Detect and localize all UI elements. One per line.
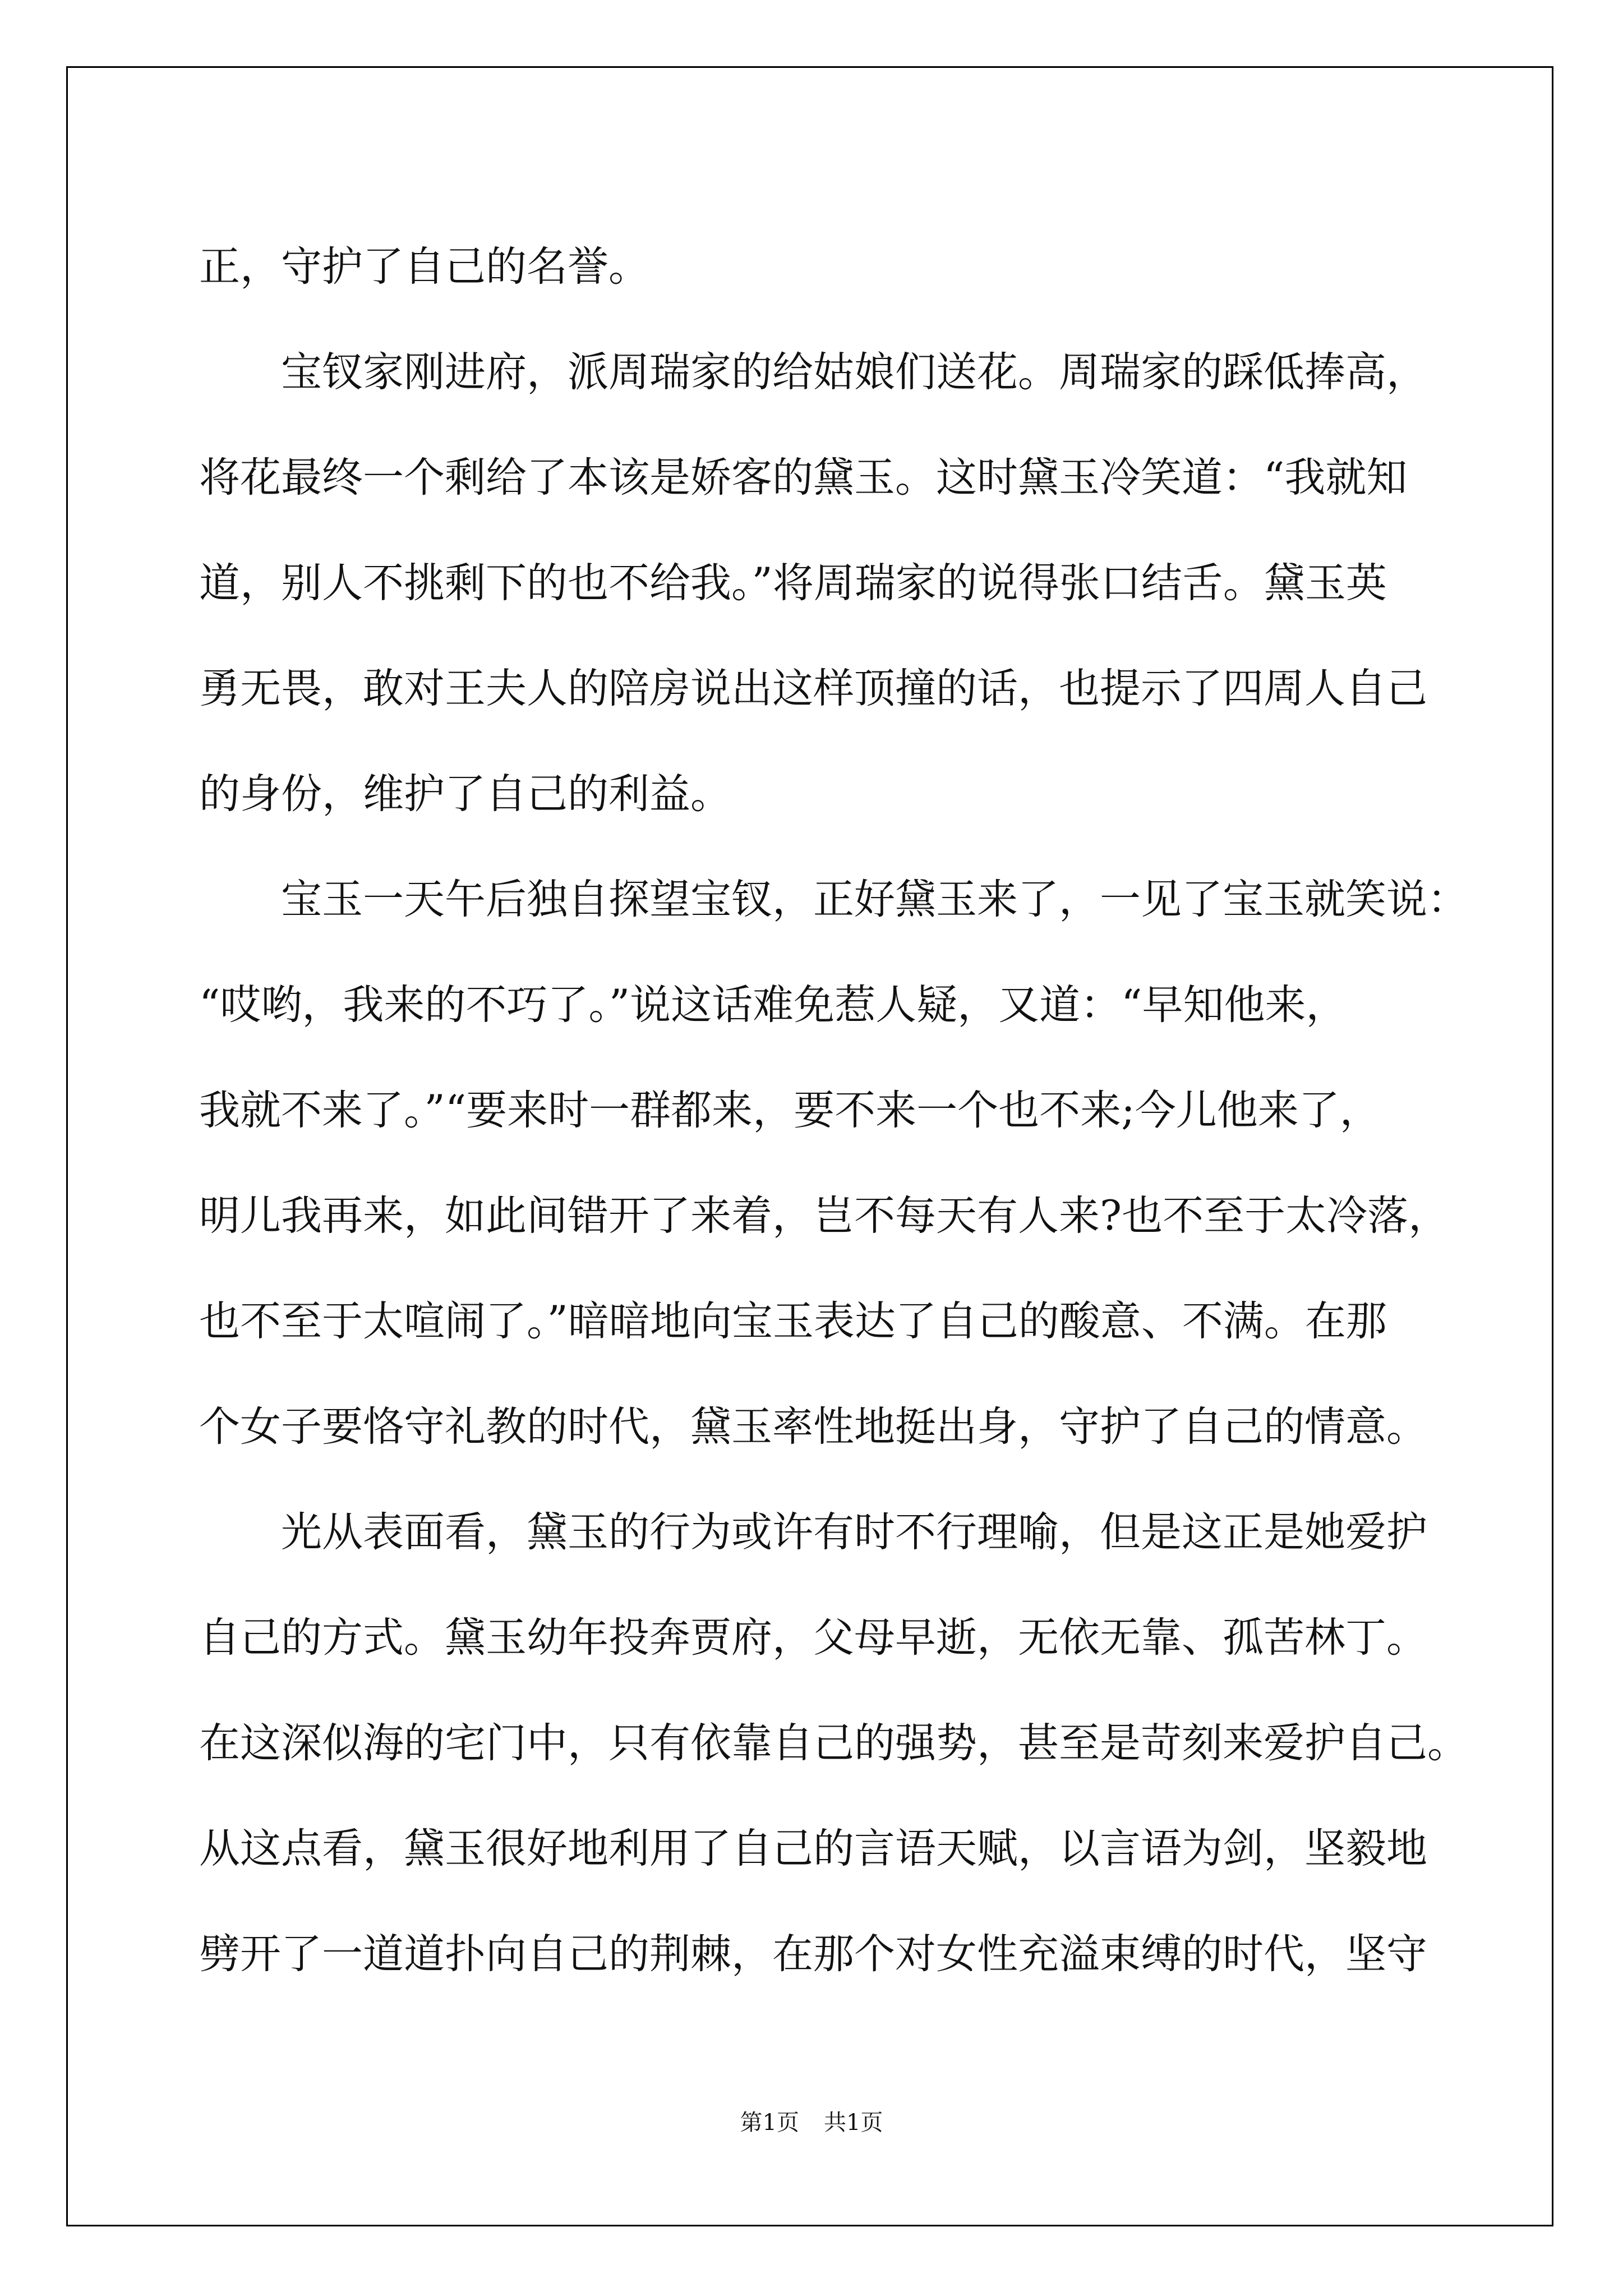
text-line: 的身份，维护了自己的利益。 [199, 770, 731, 818]
text-line: 自己的方式。黛玉幼年投奔贾府，父母早逝，无依无靠、孤苦林丁。 [199, 1614, 1427, 1662]
text-line: 明儿我再来，如此间错开了来着，岂不每天有人来?也不至于太冷落， [199, 1192, 1450, 1240]
text-line: 我就不来了。”“要来时一群都来，要不来一个也不来;今儿他来了， [199, 1087, 1381, 1134]
text-line: 从这点看，黛玉很好地利用了自己的言语天赋，以言语为剑，坚毅地 [199, 1825, 1427, 1872]
text-line: 勇无畏，敢对王夫人的陪房说出这样顶撞的话，也提示了四周人自己 [199, 665, 1427, 712]
text-line: 正，守护了自己的名誉。 [199, 243, 649, 291]
text-line: 宝钗家刚进府，派周瑞家的给姑娘们送花。周瑞家的踩低捧高， [281, 348, 1427, 396]
text-line: 个女子要恪守礼教的时代，黛玉率性地挺出身，守护了自己的情意。 [199, 1403, 1427, 1451]
page-total: 共1页 [824, 2110, 883, 2136]
document-body [199, 214, 1468, 2007]
text-line: 将花最终一个剩给了本该是娇客的黛玉。这时黛玉冷笑道：“我就知 [199, 454, 1408, 501]
text-line: 也不至于太喧闹了。”暗暗地向宝玉表达了自己的酸意、不满。在那 [199, 1297, 1387, 1345]
text-line: 道，别人不挑剩下的也不给我。”将周瑞家的说得张口结舌。黛玉英 [199, 559, 1387, 607]
page-footer [0, 2105, 1623, 2137]
text-line: 劈开了一道道扑向自己的荆棘，在那个对女性充溢束缚的时代，坚守 [199, 1930, 1427, 1978]
text-line: 在这深似海的宅门中，只有依靠自己的强势，甚至是苛刻来爱护自己。 [199, 1719, 1468, 1767]
text-line: 光从表面看，黛玉的行为或许有时不行理喻，但是这正是她爱护 [281, 1508, 1427, 1556]
text-line: “哎哟，我来的不巧了。”说这话难免惹人疑，又道：“早知他来， [199, 981, 1347, 1029]
page-number: 第1页 [740, 2110, 799, 2136]
text-line: 宝玉一天午后独自探望宝钗，正好黛玉来了，一见了宝玉就笑说： [281, 876, 1468, 923]
